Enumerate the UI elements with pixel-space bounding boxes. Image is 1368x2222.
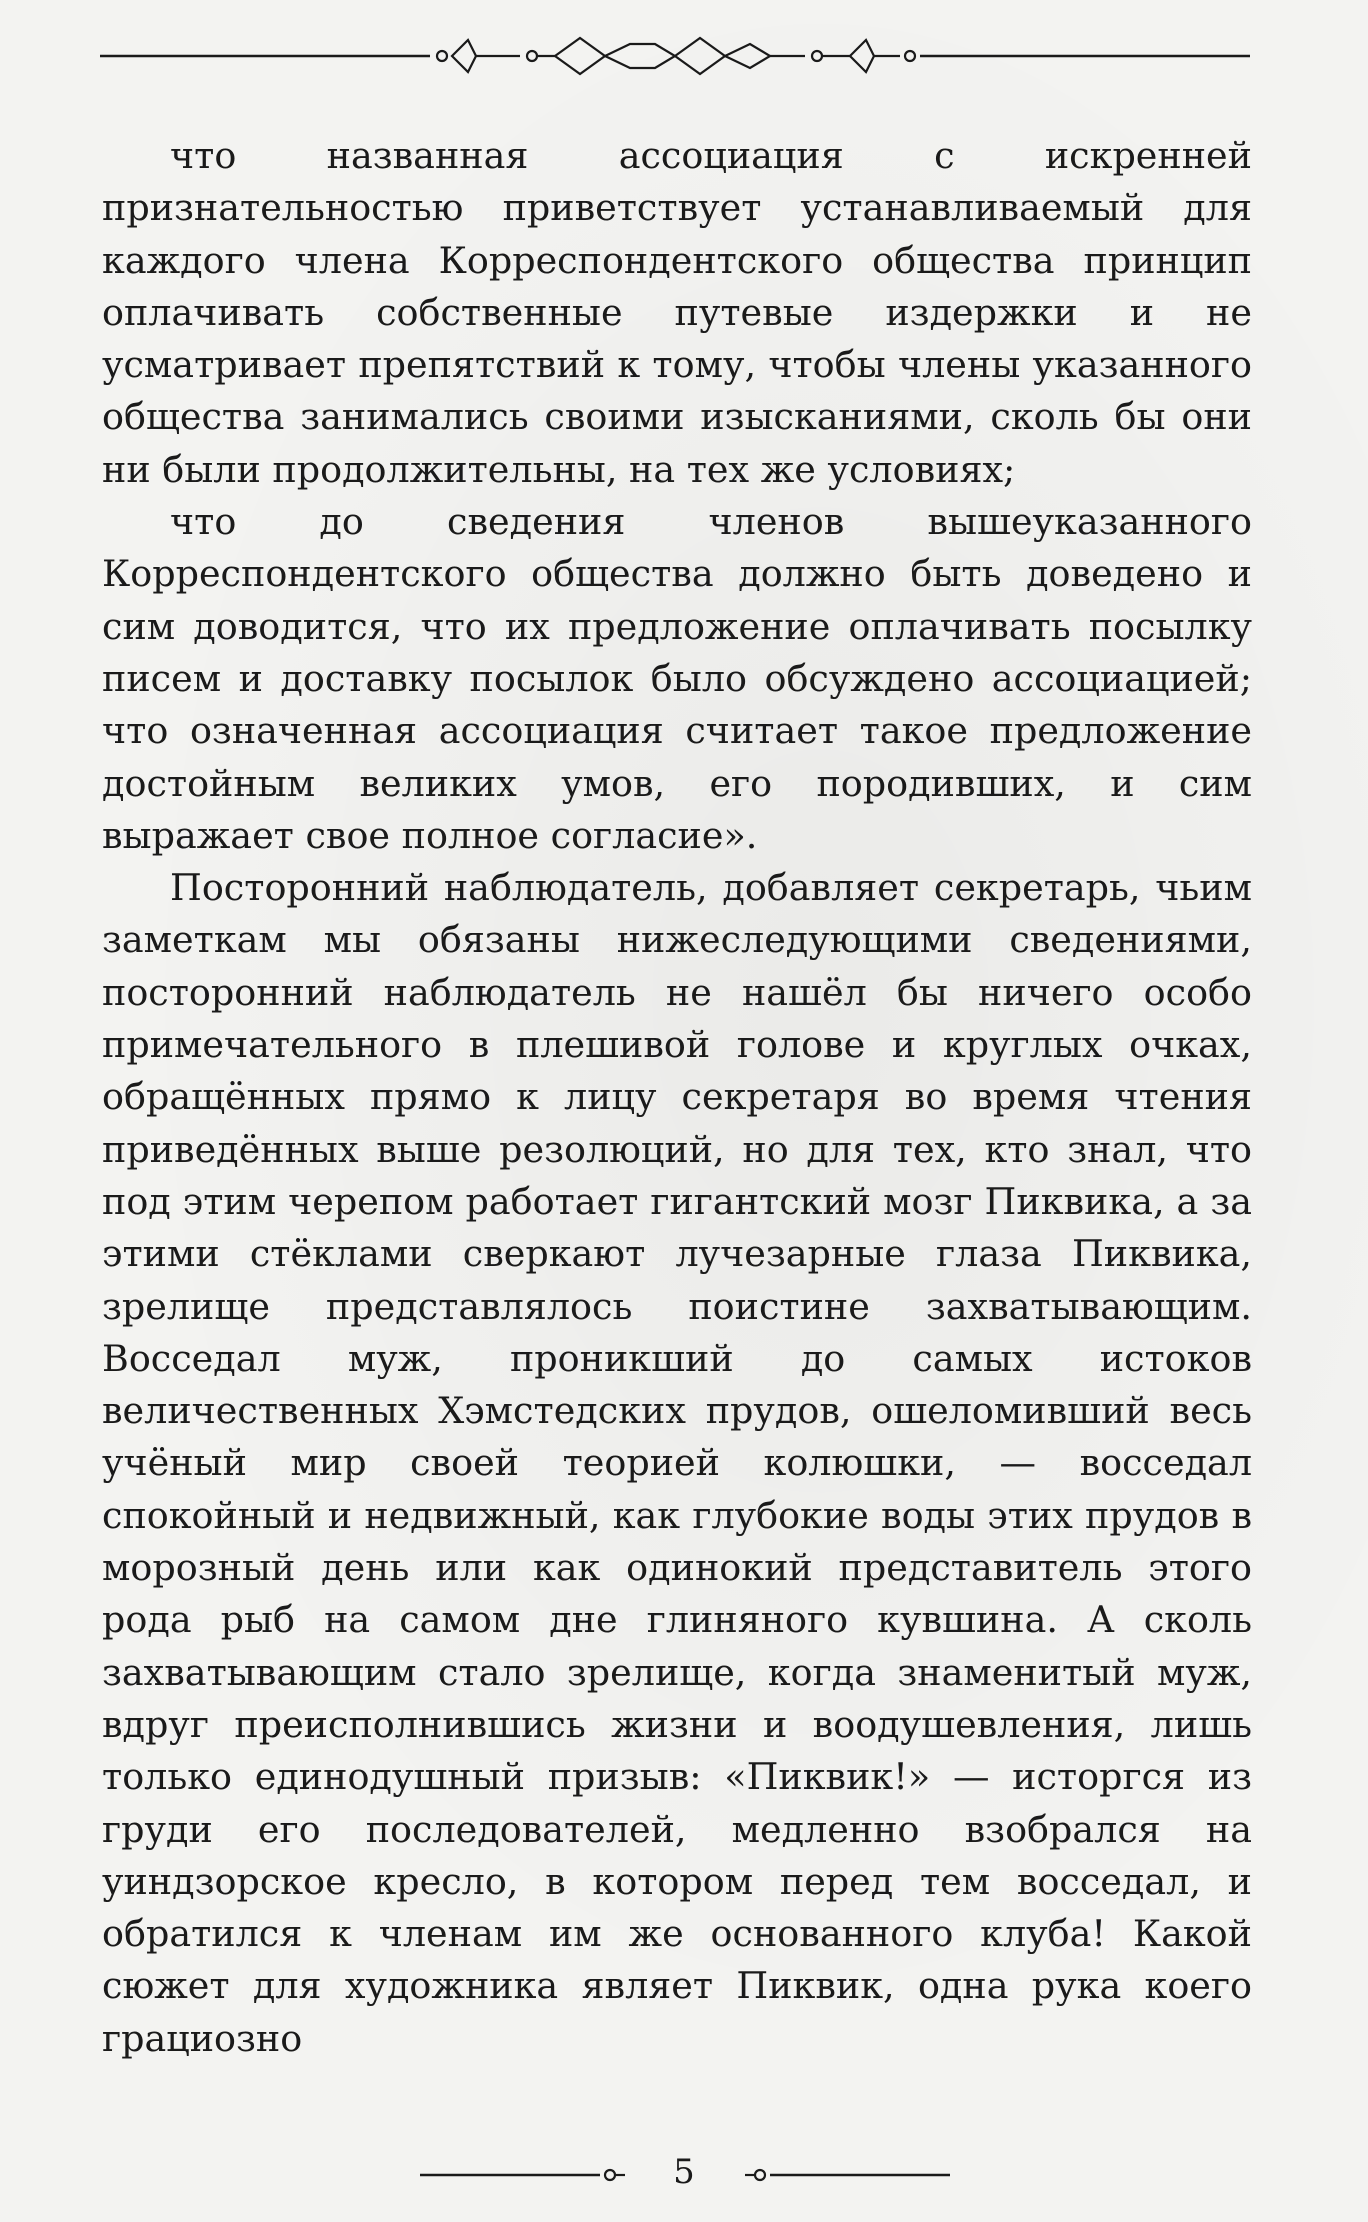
top-ornament (100, 30, 1250, 80)
page-number: 5 (673, 2152, 695, 2192)
paragraph-1: что названная ассоциация с искренней признательностью приветствует устанавливаемый для каждого члена Корреспондентского общества принцип оплачивать собственные путевые издержки и не усматривает препятствий к тому, чтобы члены указанного общества занимались своими изысканиями, сколь бы они ни были продолжительны, на тех же условиях; (102, 134, 1252, 491)
paragraph-3: Посторонний наблюдатель, добавляет секретарь, чьим заметкам мы обязаны нижеследующими сведениями, посторонний наблюдатель не нашёл бы ничего особо примечательного в плешивой голове и круглых очках, обращённых прямо к лицу секретаря во время чтения приведённых выше резолюций, но для тех, кто знал, что под этим черепом работает гигантский мозг Пиквика, а за этими стёклами сверкают лучезарные глаза Пиквика, зрелище представлялось поистине захватывающим. Восседал муж, проникший до самых истоков величественных Хэмстедских прудов, ошеломивший весь учёный мир своей теорией колюшки, — восседал спокойный и недвижный, как глубокие воды этих прудов в морозный день или как одинокий представитель этого рода рыб на самом дне глиняного кувшина. А сколь захватывающим стало зрелище, когда знаменитый муж, вдруг преисполнившись жизни и воодушевления, лишь только единодушный призыв: «Пиквик!» — исторгся из груди его последователей, медленно взобрался на уиндзорское кресло, в котором перед тем восседал, и обратился к членам им же основанного клуба! Какой сюжет для художника являет Пиквик, одна рука коего грациозно (102, 866, 1252, 2060)
paragraph-2: что до сведения членов вышеуказанного Корреспондентского общества должно быть доведено и сим доводится, что их предложение оплачивать посылку писем и доставку посылок было обсуждено ассоциацией; что означенная ассоциация считает такое предложение достойным великих умов, его породивших, и сим выражает свое полное согласие». (102, 500, 1252, 857)
main-text (102, 130, 1252, 2065)
